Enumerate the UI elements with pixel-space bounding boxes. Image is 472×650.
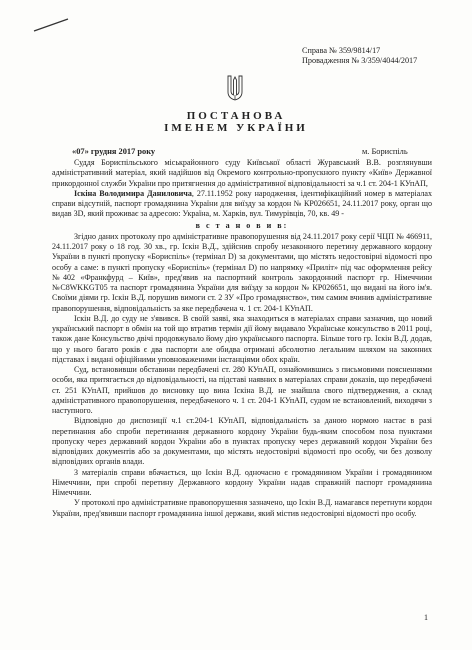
body-paragraph: Згідно даних протоколу про адміністративне правопорушення від 24.11.2017 року серії ЧЦП № 466911, 24.11.2017 року о 18 год. 30 хв., гр. Іскін В.Д., здійснив спробу незаконного перетину державного кордону України в пункті пропуску «Бориспіль» (термінал D) за документами, що містять недостовірні відомості про особу а саме: в пункті пропуску «Бориспіль» (термінал D) по напрямку «Приліт» під час оформлення рейсу №402 «Франкфурд – Київ», пред'явив на паспортний контроль закордонний паспорт гр. Німеччини №C8WKKGT05 та паспорт громадянина України для виїзду за кордон № КР026651, що видані на його ім'я. Своїми діями гр. Іскін В.Д. порушив вимоги ст. 2 ЗУ «Про громадянство», тим самим вчинив адміністративне правопорушення, відповідальність за яке передбачена ч. 1 ст. 204-1 КУпАП. [52, 231, 432, 313]
intro-paragraph: Суддя Бориспільського міськрайонного суду Київської області Журавський В.В. розглянувши адміністративний матеріал, який надійшов від Окремого контрольно-пропускного пункту «Київ» Державної прикордонної служби України про притягнення до адміністративної відповідальності за ч.1 ст. 204-1 КУпАП, [52, 158, 432, 188]
decision-city: м. Бориспіль [362, 147, 408, 156]
trident-emblem-icon [226, 74, 244, 102]
document-title: ПОСТАНОВА [186, 110, 286, 122]
document-body [52, 158, 432, 519]
section-heading: в с т а н о в и в: [195, 220, 289, 230]
body-paragraph: Іскін В.Д. до суду не з'явився. В своїй заяві, яка знаходиться в матеріалах справи зазначив, що новий український паспорт в обмін на той що втратив термін дії йому видавало Українське консульство в 2011 році, також дане Консульство двічі продовжувало йому дію українського паспорта. Більше того гр. Іскін В.Д. додав, що у нього багато років є два паспорти але обидва отримані абсолютно легальним шляхом на законних підставах і видані офіційними уповноваженими інстанціями обох країн. [52, 313, 432, 364]
body-paragraph: У протоколі про адміністративне правопорушення зазначено, що Іскін В.Д. намагався перетнути кордон України, пред'явивши паспорт громадянина іншої держави, який містив недостовірні відомості про особу. [52, 498, 432, 518]
page-number: 1 [424, 613, 428, 622]
body-paragraph: Суд, встановивши обставини передбачені ст. 280 КУпАП, ознайомившись з письмовими поясненнями особи, яка притягається до відповідальності, на підставі наявних в матеріалах справи доказів, що передбачені ст. 251 КУпАП, прийшов до висновку що вина Іскіна В.Д. не знайшла свого підтвердження, а склад адміністративного правопорушення, передбаченого ч. 1 ст. 204-1 КУпАП, судом не встановлений, виходячи з наступного. [52, 365, 432, 415]
pen-mark [33, 18, 69, 32]
body-paragraph: З матеріалів справи вбачається, що Іскін В.Д. одночасно є громадянином України і громадянином Німеччини, при спробі перетину Державного кордону України надав справжній паспорт громадянина Німеччини. [52, 467, 432, 497]
proceeding-number: Провадження № 3/359/4044/2017 [302, 56, 418, 65]
case-number: Справа № 359/9814/17 [302, 46, 381, 55]
defendant-name: Іскіна Володимира Даниловича [74, 188, 192, 198]
defendant-paragraph: Іскіна Володимира Даниловича, 27.11.1952 року народження, ідентифікаційний номер в матеріалах справи відсутній, паспорт громадянина України для виїзду за кордон № КР026651, 24.11.2017 року, орган що видав 3D, який проживає за адресою: Україна, м. Харків, вул. Тимурівців, 70, кв. 49 - [52, 188, 433, 219]
decision-date: «07» грудня 2017 року [72, 147, 156, 156]
document-subtitle: ІМЕНЕМ УКРАЇНИ [164, 122, 308, 134]
body-paragraph: Відповідно до диспозиції ч.1 ст.204-1 КУпАП, відповідальність за даною нормою настає в разі перетинання або спроби перетинання державного кордону України будь-яким способом поза пунктами пропуску через державний кордон України або в пунктах пропуску через державний кордон України без відповідних документів або за документами, що містять недостовірні відомості про особу, чи без дозволу відповідних органів влади. [52, 416, 432, 467]
